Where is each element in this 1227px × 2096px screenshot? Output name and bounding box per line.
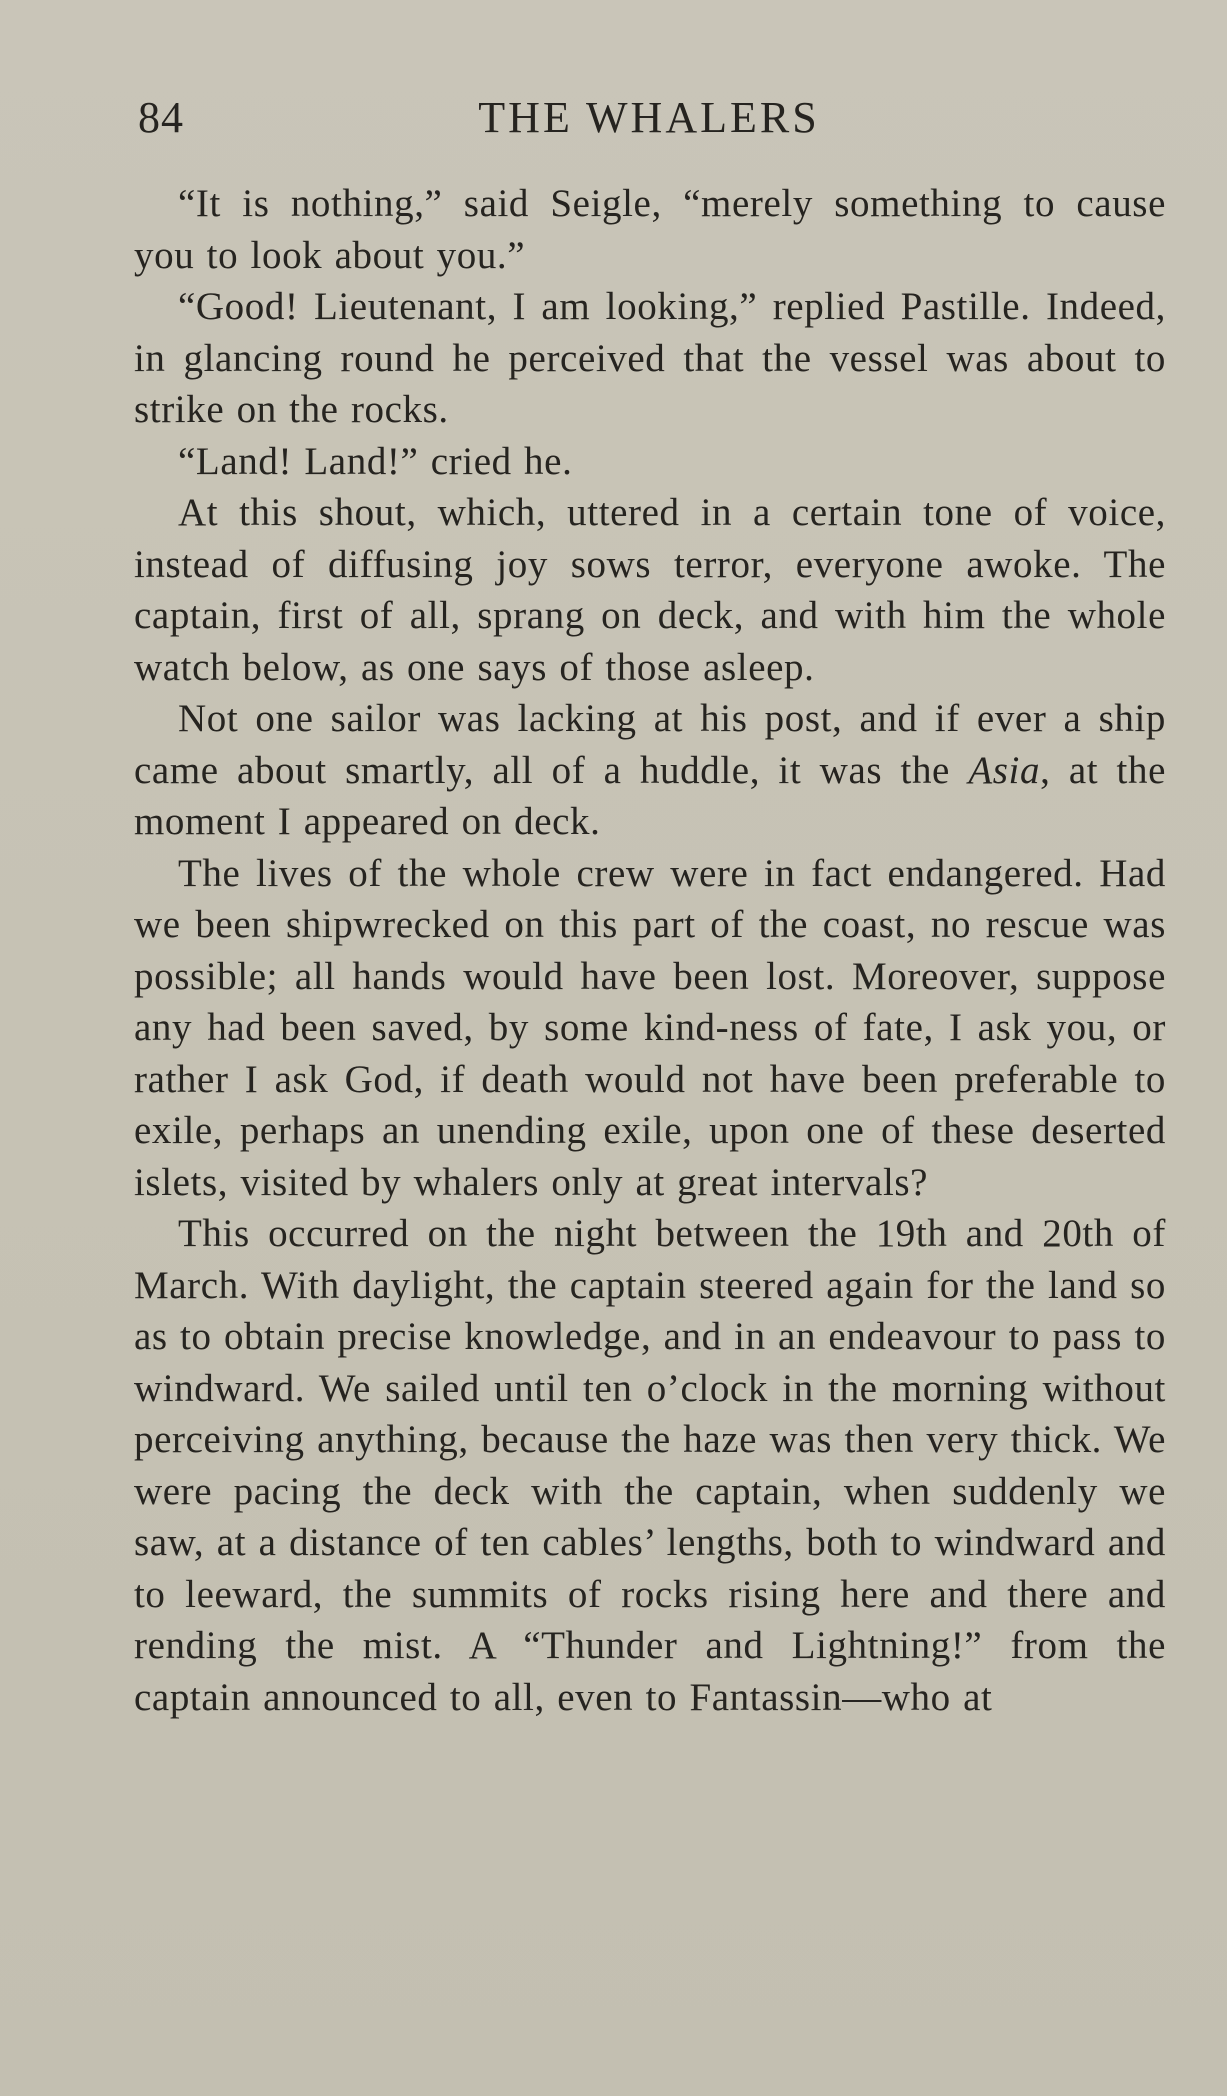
paragraph-text: , at the moment I appeared on deck. bbox=[134, 748, 1166, 843]
paragraph: At this shout, which, uttered in a certain tone of voice, instead of diffusing joy sows terror, everyone awoke. The captain, first of all, sprang on deck, and with him the whole watch below, as one says of those asleep. bbox=[134, 491, 1166, 689]
paragraph-text: Not one sailor was lacking at his post, and if ever a ship came about smartly, all of a huddle, it was the bbox=[134, 697, 1166, 792]
paragraph bbox=[134, 693, 1166, 848]
paragraph: “Good! Lieutenant, I am looking,” replied Pastille. Indeed, in glancing round he perceived that the vessel was about to strike on the rocks. bbox=[134, 285, 1166, 431]
paragraph: The lives of the whole crew were in fact endangered. Had we been shipwrecked on this part of the coast, no rescue was possible; all hands would have been lost. Moreover, suppose any had been saved, by some kind-ness of fate, I ask you, or rather I ask God, if death would not have been preferable to exile, perhaps an unending exile, upon one of these deserted islets, visited by whalers only at great intervals? bbox=[134, 851, 1166, 1204]
paragraph: “Land! Land!” cried he. bbox=[178, 439, 573, 483]
page-number: 84 bbox=[138, 93, 184, 142]
page-header bbox=[134, 88, 1164, 148]
body-text bbox=[134, 178, 1166, 1723]
paragraph: “It is nothing,” said Seigle, “merely something to cause you to look about you.” bbox=[134, 182, 1166, 277]
ship-name-italic: Asia bbox=[968, 748, 1041, 792]
paragraph: This occurred on the night between the 19th and 20th of March. With daylight, the captain steered again for the land so as to obtain precise knowledge, and in an endeavour to pass to windward. We sailed until ten o’clock in the morning without perceiving anything, because the haze was then very thick. We were pacing the deck with the captain, when suddenly we saw, at a distance of ten cables’ lengths, both to windward and to leeward, the summits of rocks rising here and there and rending the mist. A “Thunder and Lightning!” from the captain announced to all, even to Fantassin—who at bbox=[134, 1212, 1166, 1719]
running-title: THE WHALERS bbox=[478, 93, 820, 142]
